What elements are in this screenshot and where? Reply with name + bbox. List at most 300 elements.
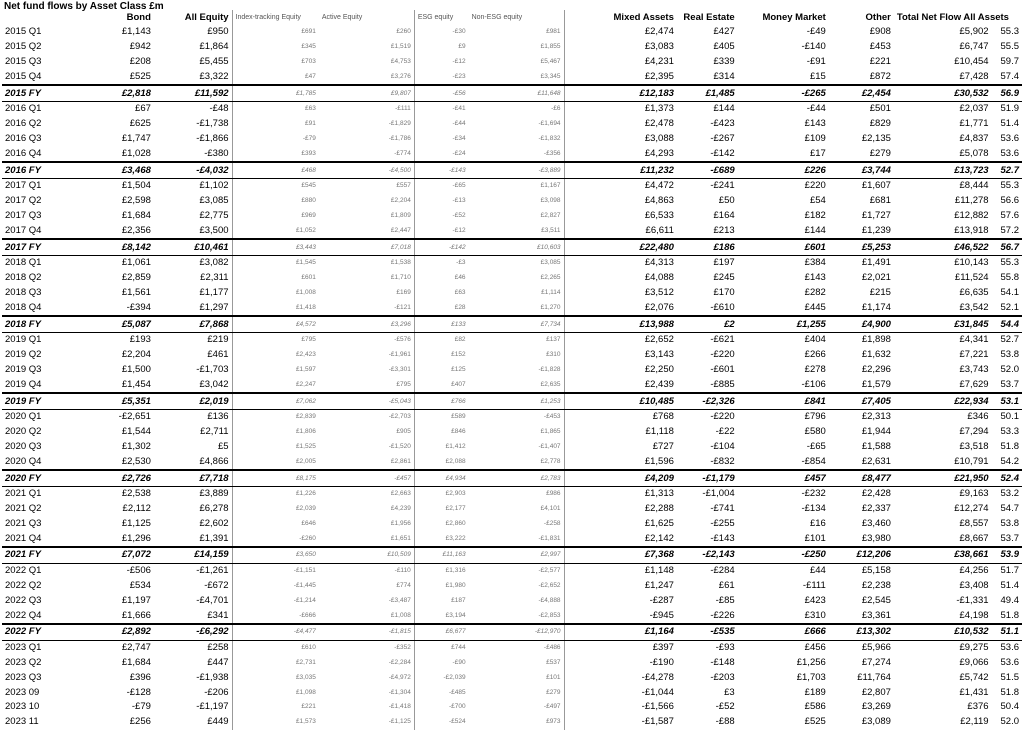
table-cell: £14,159 — [154, 547, 232, 563]
table-cell: £5,455 — [199, 55, 229, 67]
table-cell: -£453 — [469, 409, 564, 424]
table-cell: £4,837 — [959, 132, 989, 144]
table-cell: £1,785 — [232, 85, 319, 101]
table-cell: -£12 — [414, 223, 468, 239]
table-cell: -£93 — [715, 642, 735, 654]
table-cell: £2,019 — [154, 393, 232, 409]
table-cell: £2,839 — [232, 409, 319, 424]
table-cell: £3,460 — [861, 517, 891, 529]
row-label: 2023 09 — [5, 686, 40, 698]
table-cell: -£700 — [414, 700, 468, 715]
table-cell: £208 — [129, 55, 151, 67]
table-cell: £7,734 — [469, 316, 564, 332]
table-cell: -£2,577 — [469, 563, 564, 578]
table-cell: £221 — [232, 700, 319, 715]
table-cell: £3,512 — [644, 286, 674, 298]
table-cell: £2,119 — [960, 716, 989, 728]
table-cell: £3,518 — [959, 440, 989, 452]
table-cell: -£356 — [469, 146, 564, 162]
table-cell: £3,743 — [959, 363, 989, 375]
table-cell: -£6 — [469, 101, 564, 116]
table-cell: -£203 — [710, 671, 735, 683]
table-cell: £1,052 — [232, 223, 319, 239]
table-cell: £1,525 — [232, 440, 319, 455]
table-cell: £1,226 — [232, 486, 319, 501]
table-cell: £589 — [414, 409, 468, 424]
row-label: 2022 FY — [2, 624, 76, 640]
table-cell: £7,274 — [861, 657, 891, 669]
table-cell: -£610 — [710, 301, 735, 313]
table-cell: £170 — [713, 286, 735, 298]
table-cell: 51.7 — [1000, 565, 1019, 577]
table-cell: £4,293 — [644, 147, 674, 159]
table-cell: -£56 — [414, 85, 468, 101]
table-cell: £3,085 — [469, 255, 564, 270]
table-cell: £1,391 — [199, 532, 229, 544]
fy-total-row — [2, 547, 1022, 563]
row-label: 2021 Q3 — [5, 517, 42, 529]
table-cell: -£2,039 — [414, 670, 468, 685]
table-cell: £2,827 — [469, 209, 564, 224]
table-cell: £15 — [809, 70, 826, 82]
table-cell: -£3,889 — [469, 162, 564, 178]
table-cell: £63 — [232, 101, 319, 116]
table-cell: -£1,938 — [196, 671, 229, 683]
table-cell: £3,650 — [232, 547, 319, 563]
row-label: 2015 Q1 — [5, 26, 42, 38]
table-cell: £133 — [414, 316, 468, 332]
table-cell: £4,313 — [644, 257, 674, 269]
table-cell: £2,247 — [232, 377, 319, 393]
table-cell: £67 — [135, 103, 151, 115]
fy-total-row — [2, 624, 1022, 640]
table-cell: £2,395 — [644, 70, 674, 82]
table-cell: 53.2 — [1000, 488, 1019, 500]
table-cell: £3,276 — [319, 69, 414, 85]
table-cell: £1,538 — [319, 255, 414, 270]
table-cell: 52.1 — [1000, 301, 1019, 313]
table-cell: £2,142 — [644, 532, 674, 544]
table-cell: £1,239 — [861, 224, 891, 236]
table-cell: 56.9 — [992, 85, 1022, 101]
row-label: 2015 Q4 — [5, 70, 42, 82]
table-cell: £7,062 — [232, 393, 319, 409]
table-cell: -£79 — [131, 701, 151, 713]
table-cell: -£1,331 — [956, 594, 989, 606]
table-cell: £2,021 — [861, 272, 891, 284]
table-cell: £2,313 — [861, 411, 891, 423]
table-cell: £681 — [869, 195, 891, 207]
row-label: 2020 Q3 — [5, 440, 42, 452]
table-cell: £2,288 — [644, 503, 674, 515]
table-cell: -£41 — [414, 101, 468, 116]
table-cell: £101 — [804, 532, 826, 544]
table-cell: £1,247 — [644, 580, 674, 592]
table-cell: £4,239 — [319, 502, 414, 517]
table-cell: -£1,407 — [469, 440, 564, 455]
table-row — [2, 425, 1022, 440]
table-cell: £2,356 — [121, 224, 151, 236]
table-cell: £829 — [869, 118, 891, 130]
table-cell: £11,163 — [414, 547, 468, 563]
table-cell: £1,666 — [121, 609, 151, 621]
table-cell: £423 — [804, 594, 826, 606]
table-cell: £5,742 — [959, 671, 989, 683]
table-cell: £1,125 — [121, 517, 151, 529]
table-cell: £3,269 — [861, 701, 891, 713]
table-cell: £1,313 — [644, 488, 674, 500]
table-cell: £1,710 — [319, 271, 414, 286]
table-cell: £1,177 — [199, 286, 229, 298]
table-cell: -£258 — [469, 517, 564, 532]
table-cell: £427 — [713, 26, 735, 38]
table-cell: -£220 — [710, 411, 735, 423]
table-cell: £2,250 — [644, 363, 674, 375]
row-label: 2022 Q4 — [5, 609, 42, 621]
table-cell: £1,561 — [121, 286, 151, 298]
table-cell: £219 — [207, 334, 229, 346]
table-cell: -£5,043 — [319, 393, 414, 409]
table-cell: -£832 — [710, 455, 735, 467]
table-cell: -£23 — [414, 69, 468, 85]
table-cell: £125 — [414, 363, 468, 378]
table-cell: £7,368 — [564, 547, 677, 563]
table-cell: £282 — [804, 286, 826, 298]
table-cell: £258 — [207, 642, 229, 654]
table-cell: -£220 — [710, 349, 735, 361]
table-cell: £981 — [469, 25, 564, 40]
table-cell: £1,500 — [121, 363, 151, 375]
table-cell: £1,316 — [414, 563, 468, 578]
table-cell: -£1,829 — [319, 117, 414, 132]
table-cell: -£1,304 — [319, 685, 414, 700]
table-cell: 51.8 — [1000, 440, 1019, 452]
table-cell: 53.6 — [1000, 657, 1019, 669]
row-label: 2017 Q3 — [5, 209, 42, 221]
table-cell: -£423 — [710, 118, 735, 130]
table-cell: £144 — [804, 224, 826, 236]
table-cell: -£111 — [802, 580, 826, 592]
table-cell: £2,663 — [319, 486, 414, 501]
fund-flows-table — [2, 10, 1022, 730]
table-row — [2, 640, 1022, 655]
table-cell: 53.3 — [1000, 426, 1019, 438]
table-cell: 51.4 — [1000, 580, 1019, 592]
fy-total-row — [2, 316, 1022, 332]
table-cell: £28 — [414, 300, 468, 316]
table-cell: £1,167 — [469, 178, 564, 193]
table-cell: £2,635 — [469, 377, 564, 393]
table-cell: £1,061 — [121, 257, 151, 269]
row-label: 2019 Q4 — [5, 378, 42, 390]
row-label: 2015 Q3 — [5, 55, 42, 67]
table-cell: £841 — [738, 393, 829, 409]
table-cell: £16 — [809, 517, 826, 529]
table-cell: -£121 — [319, 300, 414, 316]
table-cell: £164 — [713, 209, 735, 221]
row-label: 2016 Q1 — [5, 103, 42, 115]
table-row — [2, 209, 1022, 224]
table-cell: -£1,044 — [641, 686, 674, 698]
table-cell: £468 — [232, 162, 319, 178]
table-cell: £10,532 — [894, 624, 992, 640]
table-row — [2, 178, 1022, 193]
table-cell: -£48 — [209, 103, 229, 115]
table-cell: £766 — [414, 393, 468, 409]
table-cell: £9,275 — [959, 642, 989, 654]
table-cell: 53.7 — [1000, 378, 1019, 390]
table-cell: -£12,970 — [469, 624, 564, 640]
table-cell: -£106 — [801, 378, 826, 390]
table-row — [2, 132, 1022, 147]
table-cell: -£457 — [319, 470, 414, 486]
table-cell: £744 — [414, 640, 468, 655]
fy-total-row — [2, 470, 1022, 486]
table-cell: £2,135 — [861, 132, 891, 144]
table-cell: £187 — [414, 593, 468, 608]
table-cell: £11,764 — [857, 671, 891, 683]
table-cell: 51.9 — [1000, 103, 1019, 115]
table-cell: £13,302 — [829, 624, 894, 640]
table-cell: -£1,703 — [196, 363, 229, 375]
table-cell: £10,485 — [564, 393, 677, 409]
table-row — [2, 117, 1022, 132]
table-cell: £1,253 — [469, 393, 564, 409]
table-cell: £969 — [232, 209, 319, 224]
table-cell: 57.4 — [1000, 70, 1019, 82]
table-cell: £2,747 — [121, 642, 151, 654]
table-cell: 51.8 — [1000, 609, 1019, 621]
table-cell: £13,988 — [564, 316, 677, 332]
row-label: 2020 FY — [2, 470, 76, 486]
table-cell: -£1,738 — [196, 118, 229, 130]
table-cell: £22,480 — [564, 239, 677, 255]
table-cell: -£524 — [414, 715, 468, 730]
table-cell: £4,341 — [959, 334, 989, 346]
table-cell: £1,148 — [644, 565, 674, 577]
table-cell: £2,538 — [121, 488, 151, 500]
table-cell: £2,204 — [319, 194, 414, 209]
table-cell: 56.6 — [1000, 195, 1019, 207]
table-row — [2, 454, 1022, 470]
table-cell: £501 — [869, 103, 891, 115]
table-cell: £1,255 — [738, 316, 829, 332]
table-cell: £461 — [207, 349, 229, 361]
table-cell: £1,855 — [469, 40, 564, 55]
table-cell: £9,163 — [959, 488, 989, 500]
header-cell — [2, 10, 76, 25]
table-cell: £1,588 — [861, 440, 891, 452]
table-cell: -£49 — [806, 26, 826, 38]
table-cell: -£65 — [806, 440, 826, 452]
table-cell: £1,008 — [319, 608, 414, 624]
table-cell: £12,183 — [564, 85, 677, 101]
table-cell: £193 — [129, 334, 151, 346]
row-label: 2019 Q2 — [5, 349, 42, 361]
table-cell: 53.7 — [1000, 532, 1019, 544]
row-label: 2023 Q2 — [5, 657, 42, 669]
table-cell: £63 — [414, 286, 468, 301]
table-cell: £880 — [232, 194, 319, 209]
table-row — [2, 146, 1022, 162]
table-cell: -£142 — [414, 239, 468, 255]
table-cell: -£232 — [801, 488, 826, 500]
table-cell: £986 — [469, 486, 564, 501]
table-cell: £61 — [718, 580, 735, 592]
table-cell: £3,089 — [861, 716, 891, 728]
table-cell: £580 — [804, 426, 826, 438]
table-cell: £46 — [414, 271, 468, 286]
table-cell: £3,345 — [469, 69, 564, 85]
table-cell: -£1,694 — [469, 117, 564, 132]
table-cell: £109 — [804, 132, 826, 144]
header-cell: Real Estate — [683, 11, 735, 23]
table-cell: £4,198 — [959, 609, 989, 621]
table-cell: £169 — [319, 286, 414, 301]
table-cell: £3,222 — [414, 531, 468, 547]
row-label: 2016 Q3 — [5, 132, 42, 144]
table-cell: £144 — [713, 103, 735, 115]
row-label: 2018 Q3 — [5, 286, 42, 298]
table-cell: £537 — [469, 656, 564, 671]
table-cell: -£260 — [232, 531, 319, 547]
table-cell: £10,603 — [469, 239, 564, 255]
table-cell: £3,322 — [199, 70, 229, 82]
table-cell: -£79 — [232, 132, 319, 147]
table-cell: £1,771 — [959, 118, 989, 130]
table-cell: £7,294 — [959, 426, 989, 438]
table-cell: £1,491 — [861, 257, 891, 269]
table-cell: -£4,888 — [469, 593, 564, 608]
table-row — [2, 579, 1022, 594]
table-cell: -£2,326 — [677, 393, 738, 409]
table-cell: £12,882 — [954, 209, 989, 221]
table-cell: £445 — [804, 301, 826, 313]
row-label: 2021 Q1 — [5, 488, 42, 500]
table-cell: 55.5 — [1000, 41, 1019, 53]
table-cell: £1,412 — [414, 440, 468, 455]
table-cell: 52.7 — [1000, 334, 1019, 346]
table-cell: £2 — [677, 316, 738, 332]
table-cell: £189 — [804, 686, 826, 698]
table-row — [2, 101, 1022, 116]
table-cell: £1,544 — [121, 426, 151, 438]
table-cell: £3,035 — [232, 670, 319, 685]
header-cell: ESG equity — [414, 10, 468, 25]
table-cell: -£4,972 — [319, 670, 414, 685]
row-label: 2022 Q3 — [5, 594, 42, 606]
table-row — [2, 348, 1022, 363]
table-cell: £973 — [469, 715, 564, 730]
row-label: 2016 Q2 — [5, 118, 42, 130]
table-cell: £2,428 — [861, 488, 891, 500]
table-cell: £525 — [804, 716, 826, 728]
table-cell: £9,807 — [319, 85, 414, 101]
table-cell: £346 — [967, 411, 989, 423]
table-cell: £2,783 — [469, 470, 564, 486]
table-cell: £314 — [713, 70, 735, 82]
row-label: 2022 Q2 — [5, 580, 42, 592]
table-cell: £601 — [738, 239, 829, 255]
table-cell: £1,684 — [121, 657, 151, 669]
table-cell: -£44 — [414, 117, 468, 132]
table-cell: -£1,961 — [319, 348, 414, 363]
table-cell: £6,278 — [199, 503, 229, 515]
table-cell: £525 — [129, 70, 151, 82]
table-row — [2, 563, 1022, 578]
table-cell: 51.8 — [1000, 686, 1019, 698]
table-cell: £2,447 — [319, 223, 414, 239]
table-cell: £8,667 — [959, 532, 989, 544]
table-cell: £245 — [713, 272, 735, 284]
table-cell: £1,545 — [232, 255, 319, 270]
row-label: 2023 10 — [5, 701, 40, 713]
table-cell: £11,592 — [154, 85, 232, 101]
table-cell: -£1,418 — [319, 700, 414, 715]
table-row — [2, 194, 1022, 209]
table-cell: -£1,125 — [319, 715, 414, 730]
table-cell: £6,533 — [644, 209, 674, 221]
table-cell: £453 — [869, 41, 891, 53]
table-cell: 52.0 — [1000, 716, 1019, 728]
table-cell: -£1,587 — [641, 716, 674, 728]
table-row — [2, 255, 1022, 270]
row-label: 2015 Q2 — [5, 41, 42, 53]
table-cell: £2,807 — [861, 686, 891, 698]
header-cell: Mixed Assets — [613, 11, 674, 23]
table-cell: £3,085 — [199, 195, 229, 207]
table-cell: £950 — [207, 26, 229, 38]
table-cell: -£52 — [414, 209, 468, 224]
table-cell: £266 — [804, 349, 826, 361]
table-row — [2, 286, 1022, 301]
row-label: 2021 FY — [2, 547, 76, 563]
table-cell: £12,274 — [954, 503, 989, 515]
table-row — [2, 363, 1022, 378]
table-cell: £2,545 — [861, 594, 891, 606]
table-cell: £12,206 — [829, 547, 894, 563]
table-cell: £4,088 — [644, 272, 674, 284]
table-cell: £557 — [319, 178, 414, 193]
table-cell: £5,158 — [861, 565, 891, 577]
table-cell: £534 — [129, 580, 151, 592]
fy-total-row — [2, 85, 1022, 101]
table-cell: -£1,520 — [319, 440, 414, 455]
table-cell: £13,723 — [894, 162, 992, 178]
table-cell: £908 — [869, 26, 891, 38]
table-cell: 56.7 — [992, 239, 1022, 255]
table-row — [2, 332, 1022, 347]
table-cell: £5,902 — [959, 26, 989, 38]
table-cell: -£2,652 — [469, 579, 564, 594]
table-cell: 51.5 — [1000, 671, 1019, 683]
table-cell: -£854 — [801, 455, 826, 467]
table-cell: £4,934 — [414, 470, 468, 486]
table-cell: £3,083 — [644, 41, 674, 53]
table-cell: 53.6 — [1000, 132, 1019, 144]
table-cell: 55.3 — [1000, 180, 1019, 192]
table-cell: 54.4 — [992, 316, 1022, 332]
table-cell: £6,611 — [645, 224, 674, 236]
row-label: 2017 FY — [2, 239, 76, 255]
table-cell: £2,112 — [122, 503, 151, 515]
row-label: 2018 Q2 — [5, 272, 42, 284]
table-cell: £10,461 — [154, 239, 232, 255]
row-label: 2023 Q1 — [5, 642, 42, 654]
table-cell: £3,361 — [861, 609, 891, 621]
row-label: 2019 Q3 — [5, 363, 42, 375]
table-cell: £2,903 — [414, 486, 468, 501]
